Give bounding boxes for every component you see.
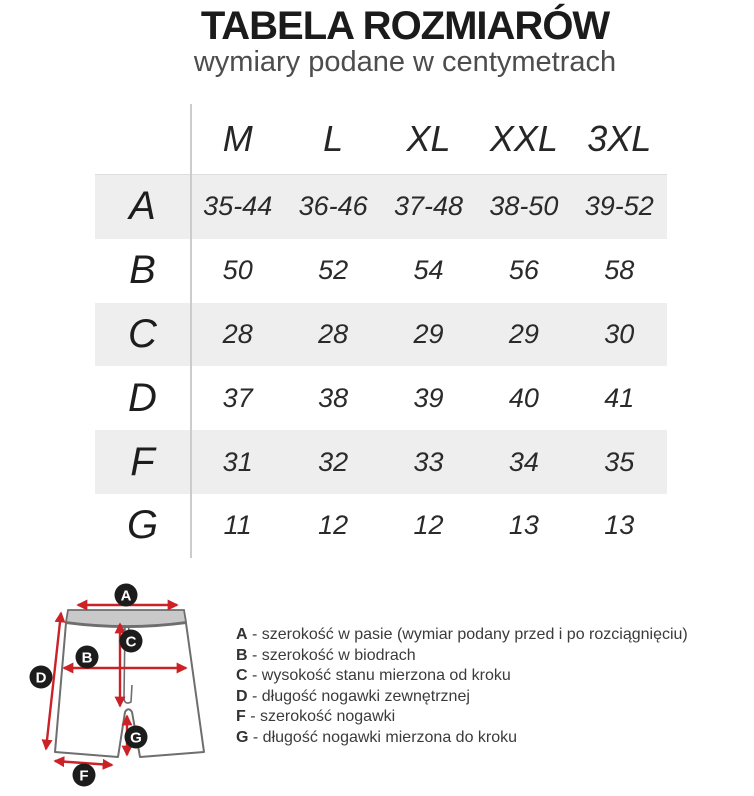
legend-separator: - [247, 687, 262, 705]
size-header-row [95, 104, 667, 174]
size-cell: 50 [222, 255, 253, 286]
badge-a-label: A [120, 587, 132, 605]
table-row [95, 366, 667, 430]
size-cell: 34 [508, 446, 539, 477]
size-cell: 38 [318, 382, 349, 413]
badge-b-label: B [81, 649, 93, 667]
page-title: TABELA ROZMIARÓW [200, 4, 610, 48]
size-cell: 11 [223, 510, 252, 541]
legend-item [236, 666, 688, 687]
legend-key: G [236, 728, 249, 746]
size-col-header: M [222, 118, 253, 159]
size-col-header: L [323, 118, 344, 159]
size-table [95, 104, 667, 558]
size-cell: 39-52 [584, 191, 654, 222]
badge-g-label: G [130, 729, 142, 747]
legend-item [236, 728, 688, 749]
size-cell: 37-48 [393, 191, 464, 222]
size-cell: 37 [222, 382, 253, 413]
size-col-header: 3XL [587, 118, 652, 159]
size-cell: 56 [508, 255, 539, 286]
legend-key: B [236, 646, 248, 664]
legend-item [236, 687, 688, 708]
size-cell: 41 [604, 382, 635, 413]
size-cell: 29 [413, 318, 444, 349]
legend-text: wysokość stanu mierzona od kroku [261, 667, 511, 685]
size-cell: 36-46 [298, 191, 368, 222]
size-table-body [95, 174, 667, 558]
legend-separator: - [247, 626, 262, 643]
size-cell: 32 [318, 446, 349, 477]
size-cell: 13 [604, 510, 635, 541]
size-cell: 13 [508, 510, 539, 541]
row-label: B [129, 248, 156, 293]
row-label: G [126, 503, 159, 548]
legend-text: długość nogawki zewnętrznej [261, 687, 470, 705]
column-divider-line [190, 104, 192, 558]
size-cell: 28 [318, 318, 349, 349]
shorts-diagram [0, 560, 240, 796]
table-row [95, 494, 667, 558]
size-cell: 28 [222, 318, 253, 349]
size-cell: 12 [413, 510, 444, 541]
page-subtitle: wymiary podane w centymetrach [193, 46, 617, 78]
size-cell: 58 [604, 255, 635, 286]
legend-separator: - [247, 646, 262, 664]
size-cell: 33 [413, 446, 444, 477]
legend-text: długość nogawki mierzona do kroku [262, 728, 518, 746]
badge-d-label: D [35, 669, 47, 687]
size-cell: 39 [413, 382, 444, 413]
legend-item [236, 707, 688, 728]
row-label: A [129, 184, 156, 229]
size-cell: 31 [222, 446, 253, 477]
measurement-legend [236, 625, 688, 749]
legend-key: A [236, 626, 248, 643]
size-col-header: XL [406, 118, 451, 159]
table-row [95, 303, 667, 367]
legend-key: C [236, 667, 248, 685]
legend-text: szerokość w pasie (wymiar podany przed i po rozciągnięciu) [261, 626, 688, 643]
legend-text: szerokość nogawki [260, 708, 396, 726]
size-cell: 38-50 [489, 191, 559, 222]
legend-separator: - [248, 728, 263, 746]
size-col-header: XXL [489, 118, 558, 159]
legend-separator: - [245, 708, 260, 726]
size-cell: 29 [508, 318, 539, 349]
shorts-waistband [66, 610, 186, 626]
row-label: F [130, 439, 155, 484]
legend-text: szerokość w biodrach [261, 646, 416, 664]
row-label: D [128, 375, 157, 420]
legend-key: D [236, 687, 248, 705]
table-row [95, 239, 667, 303]
table-row [95, 175, 667, 239]
legend-key: F [236, 708, 246, 726]
size-cell: 12 [318, 510, 349, 541]
row-label: C [128, 311, 157, 356]
legend-separator: - [247, 667, 262, 685]
size-cell: 52 [318, 255, 349, 286]
legend-item [236, 646, 688, 667]
size-cell: 30 [604, 318, 635, 349]
size-cell: 54 [413, 255, 444, 286]
table-row [95, 430, 667, 494]
legend-item [236, 625, 688, 646]
badge-f-label: F [79, 767, 89, 785]
size-cell: 35 [604, 446, 635, 477]
size-cell: 35-44 [203, 191, 273, 222]
size-cell: 40 [508, 382, 539, 413]
badge-c-label: C [125, 633, 137, 651]
